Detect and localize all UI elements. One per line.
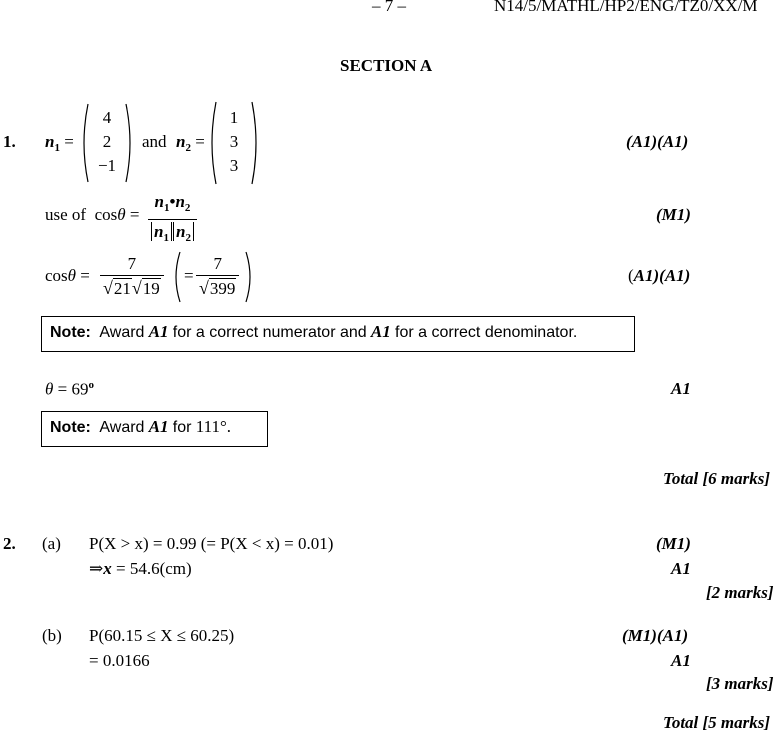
q1-mark-2: (M1)	[656, 205, 691, 224]
and-text: and	[142, 132, 167, 151]
part-a-marks: [2 marks]	[706, 583, 774, 602]
n2-vector	[208, 100, 260, 186]
n2-entry-2: 3	[229, 132, 239, 151]
q1-mark-1: (A1)(A1)	[626, 132, 689, 151]
part-b-line-1: P(60.15 ≤ X ≤ 60.25)	[89, 626, 235, 645]
n1-entry-1: 4	[102, 108, 112, 127]
question-1-number: 1.	[3, 132, 16, 151]
n2-entry-3: 3	[229, 156, 239, 175]
part-b-marks: [3 marks]	[706, 674, 774, 693]
part-a-label: (a)	[42, 534, 61, 553]
part-b-label: (b)	[42, 626, 62, 645]
q1-total: Total [6 marks]	[663, 469, 771, 488]
alt-fraction-group: = $\frac{7}{√399}$	[172, 250, 254, 304]
part-b-mark-1: (M1)(A1)	[622, 626, 689, 645]
n1-entry-2: 2	[102, 132, 112, 151]
q1-mark-4: A1	[671, 379, 691, 398]
part-a-line-2: ⇒x = 54.6(cm)	[89, 559, 192, 578]
part-a-line-1: P(X > x) = 0.99 (= P(X < x) = 0.01)	[89, 534, 334, 553]
page-number: – 7 –	[372, 0, 406, 15]
cos-formula-fraction: $\frac{n_1•n_2}{n_1 n_2}$	[148, 191, 197, 250]
note-box-2: Note: Award A1 for 111°.	[41, 411, 268, 447]
n1-entry-3: −1	[97, 156, 117, 175]
question-2-number: 2.	[3, 534, 16, 553]
part-a-mark-2: A1	[671, 559, 691, 578]
part-b-mark-2: A1	[671, 651, 691, 670]
n1-label: $n_1$ =	[45, 132, 74, 154]
angle-answer: $\theta = 69^o$	[45, 379, 94, 399]
part-a-mark-1: (M1)	[656, 534, 691, 553]
n2-label: $n_2$ =	[176, 132, 205, 154]
n1-vector	[80, 102, 134, 184]
section-title: SECTION A	[340, 56, 433, 75]
use-of-text: use of cosθ =	[45, 205, 140, 224]
cos-value-fraction: $\frac{7}{√21√19}$	[100, 253, 164, 301]
paper-code: N14/5/MATHL/HP2/ENG/TZ0/XX/M	[494, 0, 758, 15]
note-box-1: Note: Award A1 for a correct numerator and A1 for a correct denominator.	[41, 316, 635, 352]
cos-value-lhs: cosθ =	[45, 266, 90, 285]
part-b-line-2: = 0.0166	[89, 651, 150, 670]
q2-total: Total [5 marks]	[663, 713, 771, 732]
n2-entry-1: 1	[229, 108, 239, 127]
q1-mark-3: (A1)(A1)	[628, 266, 691, 285]
